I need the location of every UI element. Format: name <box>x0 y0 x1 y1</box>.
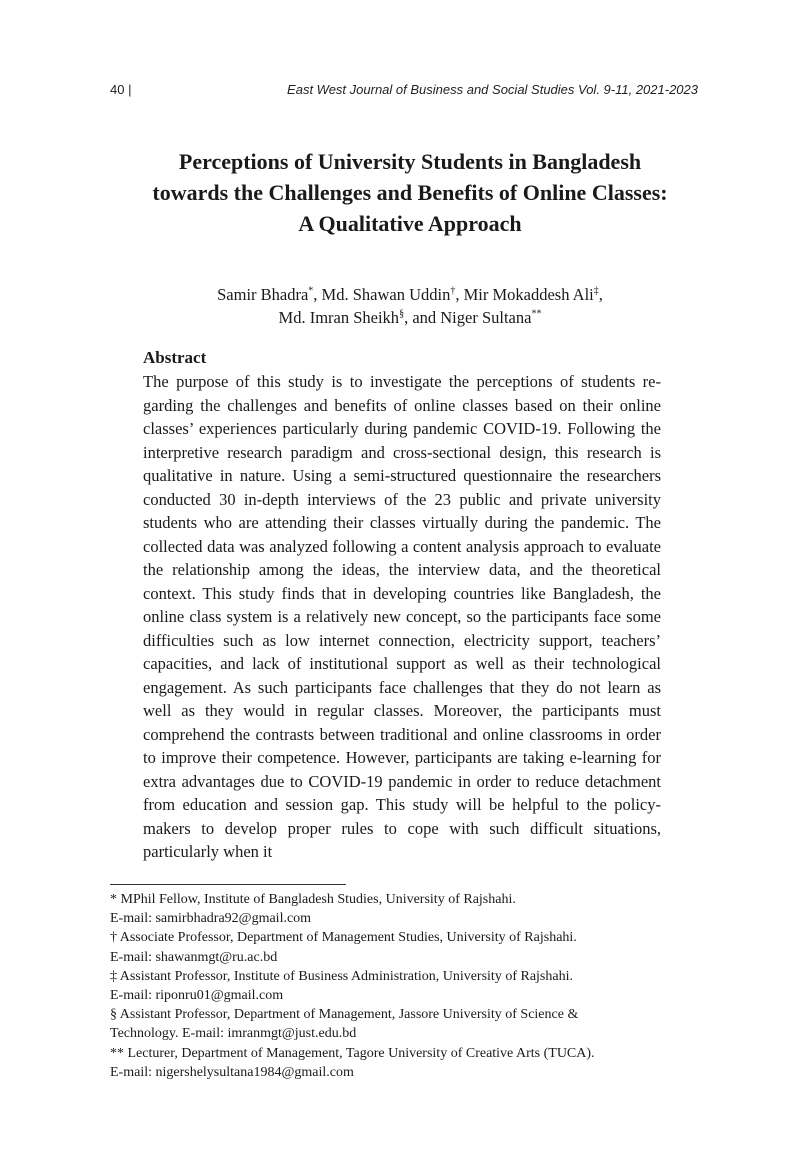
abstract-text: The purpose of this study is to investigate the perceptions of students regarding the challenges and benefits of online classes based on their online classes’ experiences particularly during pandemic COVID-19. Following the interpretive research paradigm and cross-sectional design, this research is qualitative in nature. Using a semi-structured questionnaire the researchers conducted 30 in-depth interviews of the 23 public and private university students who are attending their classes virtually during the pandemic. The collected data was analyzed following a content analysis approach to evaluate the relationship among the ideas, the interview data, and the theoretical context. This study finds that in developing countries like Bangladesh, the online class system is a relatively new concept, so the participants face some difficulties such as low internet connection, electricity support, teachers’ capacities, and lack of institutional support as well as their technological engagement. As such participants face challenges that they do not learn as well as they would in regular classes. Moreover, the participants must comprehend the contrasts between traditional and online classrooms in order to improve their competence. However, participants are taking e-learning for extra advantages due to COVID-19 pandemic in order to reduce detachment from education and session gap. This study will be helpful to the policy-makers to develop proper rules to cope with such difficult situations, particularly when it <box>143 372 661 861</box>
footnote-email[interactable]: E-mail: samirbhadra92@gmail.com <box>110 911 312 927</box>
footnote-email[interactable]: Technology. E-mail: imranmgt@just.edu.bd <box>110 1026 357 1042</box>
author-footnote-mark[interactable]: ** <box>531 308 542 320</box>
author-footnote-mark[interactable]: ‡ <box>593 285 599 297</box>
footnote-affiliation: ** Lecturer, Department of Management, Tagore University of Creative Arts (TUCA). <box>110 1045 595 1061</box>
footnote-email[interactable]: E-mail: shawanmgt@ru.ac.bd <box>110 949 278 965</box>
running-header <box>110 82 698 102</box>
page-number: 40 | <box>110 82 132 97</box>
journal-title: East West Journal of Business and Social Studies Vol. 9-11, 2021-2023 <box>287 82 698 97</box>
abstract-heading: Abstract <box>143 348 207 367</box>
author-separator: , <box>313 285 322 304</box>
author-footnote-mark[interactable]: * <box>308 285 314 297</box>
author-separator: , <box>598 285 603 304</box>
footnote-affiliation: ‡ Assistant Professor, Institute of Business Administration, University of Rajshahi. <box>110 968 573 984</box>
footnote-affiliation: † Associate Professor, Department of Management Studies, University of Rajshahi. <box>110 930 577 946</box>
author-footnote-mark[interactable]: † <box>450 285 456 297</box>
author-separator: , <box>455 285 464 304</box>
footnotes <box>110 890 690 1082</box>
author-list <box>140 283 680 329</box>
footnote-affiliation: * MPhil Fellow, Institute of Bangladesh Studies, University of Rajshahi. <box>110 892 516 907</box>
author-name: Mir Mokaddesh Ali <box>463 285 594 304</box>
author-name: Md. Imran Sheikh <box>278 308 400 327</box>
footnote-email[interactable]: E-mail: nigershelysultana1984@gmail.com <box>110 1064 354 1080</box>
paper-title: Perceptions of University Students in Bangladesh towards the Challenges and Benefits of Online Classes: A Qualitative Approach <box>152 149 668 236</box>
author-separator: , and <box>404 308 441 327</box>
author-footnote-mark[interactable]: § <box>399 308 405 320</box>
footnote-affiliation: § Assistant Professor, Department of Management, Jassore University of Science & <box>110 1007 579 1023</box>
footnote-email[interactable]: E-mail: riponru01@gmail.com <box>110 988 284 1004</box>
author-name: Niger Sultana <box>440 308 532 327</box>
footnote-divider <box>110 884 346 885</box>
author-name: Md. Shawan Uddin <box>321 285 451 304</box>
author-name: Samir Bhadra <box>217 285 309 304</box>
